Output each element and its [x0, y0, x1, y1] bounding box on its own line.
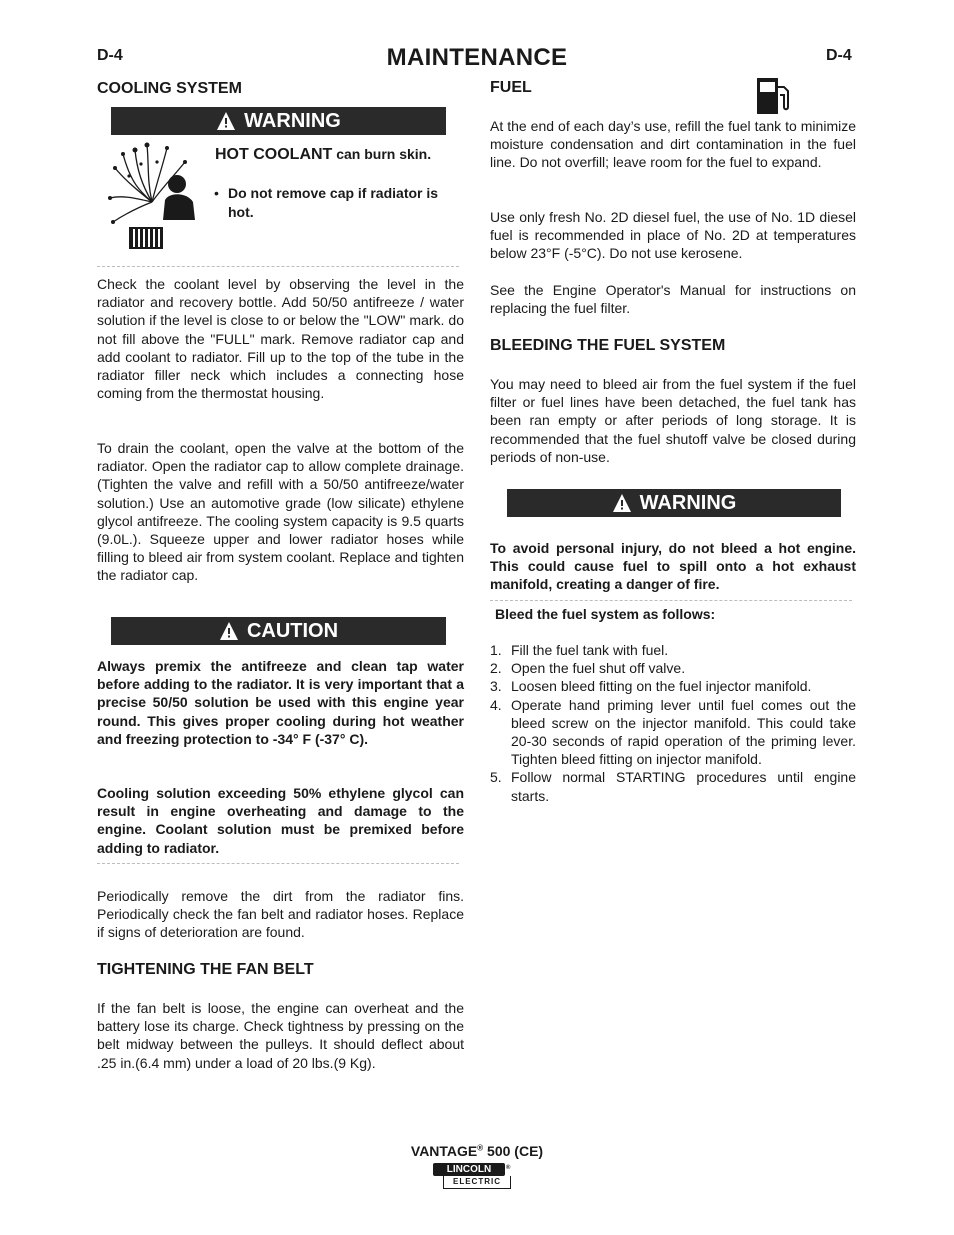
- page-code-left: D-4: [97, 47, 123, 64]
- lincoln-electric-logo: [433, 1163, 511, 1191]
- bleeding-warning-label: WARNING: [639, 491, 737, 514]
- fuel-paragraph-1: At the end of each day’s use, refill the fuel tank to minimize moisture condensation and dirt contamination in the fuel line. Do not overfill; leave room for the fuel to expand.: [490, 118, 856, 171]
- cooling-system-heading: COOLING SYSTEM: [97, 80, 242, 97]
- step-text: Open the fuel shut off valve.: [511, 660, 686, 677]
- coolant-check-paragraph: Check the coolant level by observing the level in the radiator and recovery bottle. Add 50/50 antifreeze / water solution if the level is close to or below the "LOW" mark. do not fill above the "FULL" mark. Remove radiator cap and add coolant to radiator. Fill up to the top of the tube in the radiator filler neck which includes a connecting hose coming from the thermostat housing.: [97, 276, 464, 402]
- registered-mark: ®: [477, 1143, 484, 1153]
- caution-label: CAUTION: [246, 619, 339, 642]
- hot-coolant-text: HOT COOLANT: [215, 146, 333, 163]
- warning-bullet: [214, 184, 464, 222]
- logo-registered: ®: [506, 1165, 511, 1171]
- caution-banner: [111, 617, 446, 645]
- step-number: 2.: [490, 660, 502, 677]
- warning-triangle-icon: [612, 493, 632, 513]
- warning-banner: [111, 107, 446, 135]
- list-item: [490, 696, 856, 769]
- caution-text-1: Always premix the antifreeze and clean tap water before adding to the radiator. It is very important that a precise 50/50 solution be used with this engine year round. This gives proper cooling during hot weather and freezing protection to -34° F (-37° C).: [97, 658, 464, 747]
- step-number: 3.: [490, 678, 502, 695]
- warning-label: WARNING: [244, 109, 341, 132]
- burn-text: can burn skin.: [332, 146, 432, 162]
- divider: [97, 863, 459, 864]
- fan-belt-heading: TIGHTENING THE FAN BELT: [97, 961, 314, 978]
- model-name: VANTAGE: [410, 1143, 478, 1159]
- step-text: Loosen bleed fitting on the fuel injector manifold.: [511, 678, 812, 695]
- fan-belt-paragraph: If the fan belt is loose, the engine can overheat and the battery lose its charge. Check tightness by pressing on the belt midway between the pulleys. It should deflect about .25 in.(6.4 mm) under a load of 20 lbs.(9 Kg).: [97, 1000, 464, 1071]
- list-item: [490, 768, 856, 804]
- warning-triangle-icon: [216, 111, 236, 131]
- fuel-paragraph-2: Use only fresh No. 2D diesel fuel, the use of No. 1D diesel fuel is recommended in place of No. 2D at temperatures below 23°F (-5°C). Do not use kerosene.: [490, 209, 856, 262]
- fuel-paragraph-3: See the Engine Operator's Manual for instructions on replacing the fuel filter.: [490, 282, 856, 317]
- caution-text-2: Cooling solution exceeding 50% ethylene glycol can result in engine overheating and damage to the engine. Coolant solution must be premixed before adding to radiator.: [97, 785, 464, 856]
- model-suffix: 500 (CE): [483, 1143, 544, 1159]
- bleeding-warning-banner: [507, 489, 841, 517]
- step-number: 1.: [490, 642, 502, 658]
- caution-triangle-icon: [219, 621, 239, 641]
- bleeding-paragraph: You may need to bleed air from the fuel system if the fuel filter or fuel lines have been detached, the fuel tank has been ran empty or after periods of long storage. It is recommended that the fuel shutoff valve be closed during periods of non-use.: [490, 376, 856, 465]
- step-text: Operate hand priming lever until fuel comes out the bleed screw on the injector manifold. This could take 20-30 seconds of rapid operation of the priming lever. Tighten bleed fitting on injector manifold.: [511, 696, 856, 768]
- page-title: MAINTENANCE: [386, 44, 568, 71]
- step-number: 4.: [490, 696, 502, 713]
- hot-coolant-spray-icon: [107, 140, 199, 252]
- bleed-steps-list: [490, 641, 856, 805]
- coolant-drain-paragraph: To drain the coolant, open the valve at the bottom of the radiator. Open the radiator cap to allow complete drainage. (Tighten the valve and refill with a 50/50 antifreeze/water solution.) Use an automotive grade (low silicate) ethylene glycol antifreeze. The cooling system capacity is 9.5 quarts (9.0L.). Squeeze upper and lower radiator hoses while filling to bleed air from system coolant. Replace and tighten the radiator cap.: [97, 440, 464, 584]
- footer-model: [0, 1143, 954, 1159]
- list-item: [490, 659, 856, 677]
- fuel-pump-icon: [756, 77, 792, 115]
- divider: [490, 600, 852, 601]
- step-text: Follow normal STARTING procedures until engine starts.: [511, 769, 856, 804]
- step-number: 5.: [490, 769, 502, 786]
- warning-bullet-text: Do not remove cap if radiator is hot.: [228, 185, 439, 220]
- list-item: [490, 641, 856, 659]
- step-text: Fill the fuel tank with fuel.: [511, 642, 669, 658]
- list-item: [490, 677, 856, 695]
- radiator-fins-paragraph: Periodically remove the dirt from the radiator fins. Periodically check the fan belt and radiator hoses. Replace if signs of deterioration are found.: [97, 888, 464, 941]
- bleed-steps-intro: Bleed the fuel system as follows:: [495, 606, 716, 622]
- bleeding-heading: BLEEDING THE FUEL SYSTEM: [490, 337, 726, 354]
- logo-bottom: ELECTRIC: [443, 1176, 511, 1189]
- fuel-heading: FUEL: [490, 79, 532, 96]
- page-code-right: D-4: [826, 47, 852, 64]
- hot-coolant-line: [215, 146, 431, 164]
- bullet-dot: •: [214, 185, 219, 201]
- divider: [97, 266, 459, 267]
- bleeding-warning-text: To avoid personal injury, do not bleed a hot engine. This could cause fuel to spill onto a hot exhaust manifold, creating a danger of fire.: [490, 540, 856, 593]
- logo-top: LINCOLN: [433, 1163, 505, 1176]
